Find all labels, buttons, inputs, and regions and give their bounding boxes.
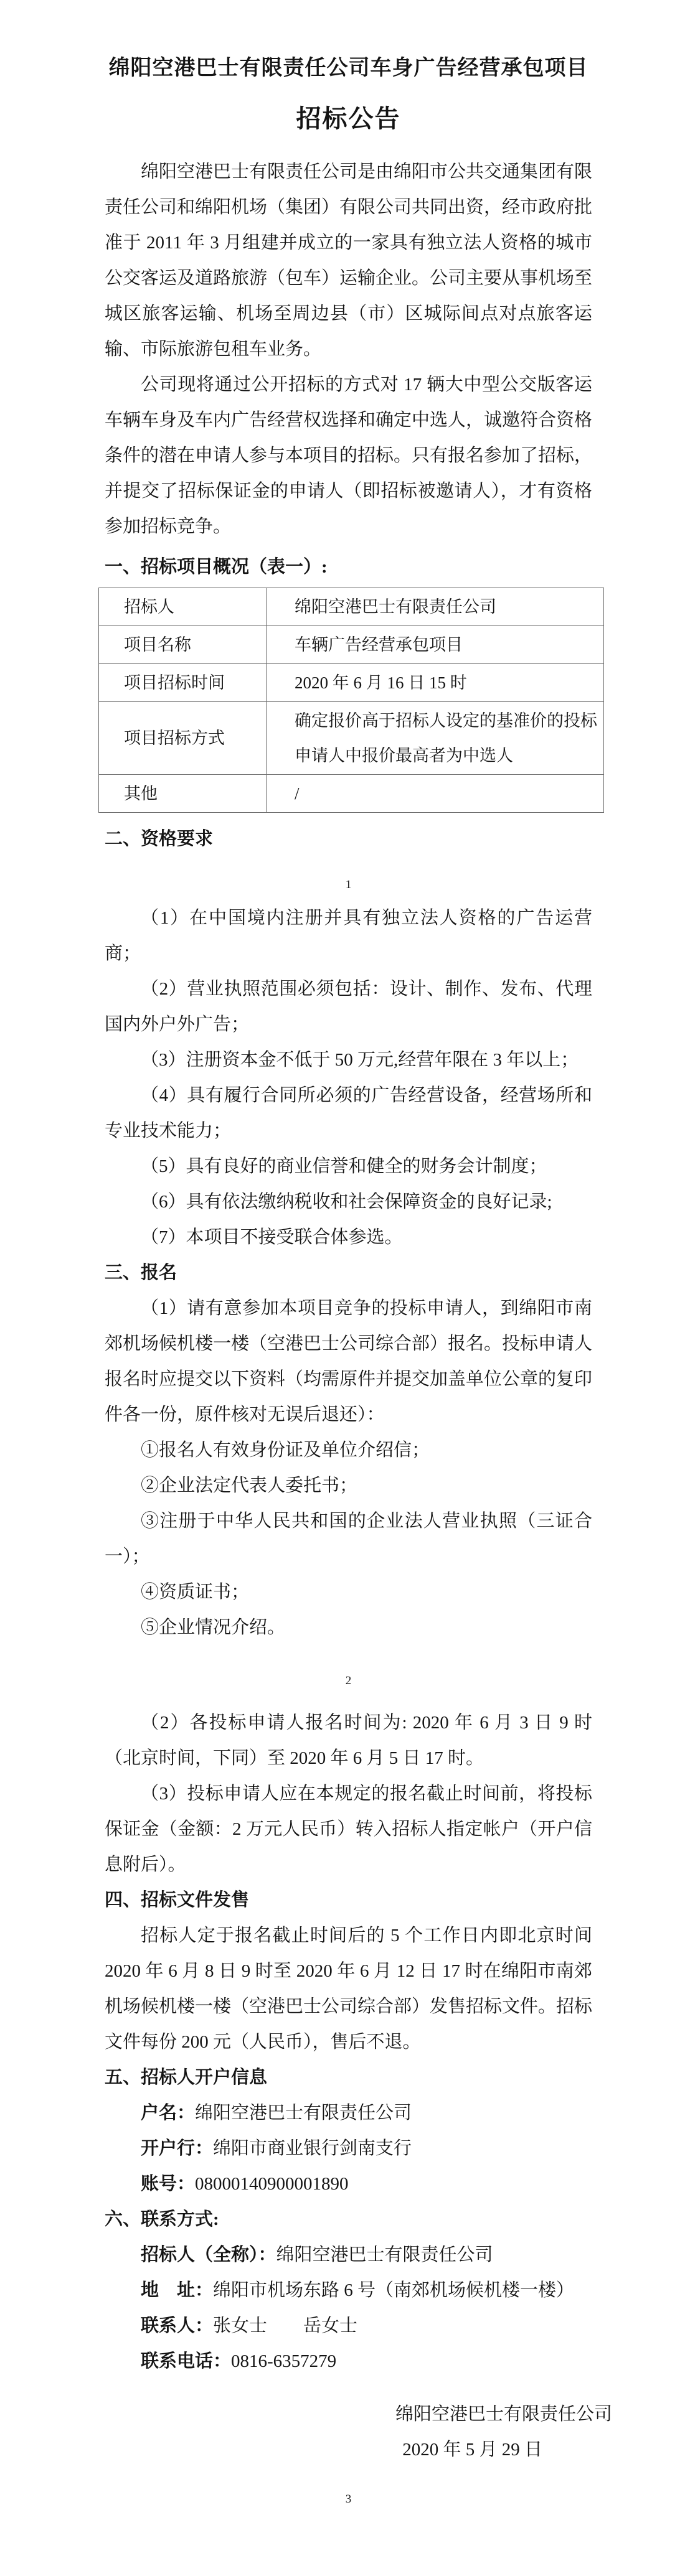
material-item: ②企业法定代表人委托书； [141, 1476, 358, 1496]
field-label: 地 址： [141, 2280, 214, 2300]
field-label: 联系电话： [141, 2351, 232, 2371]
row-label: 项目招标方式 [99, 702, 267, 775]
qualification-item: （3）注册资本金不低于 50 万元,经营年限在 3 年以上； [141, 1050, 579, 1070]
table-row [99, 702, 604, 775]
contact-field [105, 2308, 592, 2344]
field-value: 张女士 岳女士 [213, 2316, 358, 2336]
field-label: 户名： [141, 2103, 196, 2123]
qualification-item: （1）在中国境内注册并具有独立法人资格的广告运营商； [105, 908, 592, 963]
field-value: 绵阳空港巴士有限责任公司 [276, 2245, 493, 2265]
material-item: ④资质证书； [141, 1582, 250, 1602]
registration-paragraph: （3）投标申请人应在本规定的报名截止时间前，将投标保证金（金额：2 万元人民币）转入招标人指定帐户（开户信息附后）。 [105, 1784, 592, 1875]
section-2-heading: 二、资格要求 [105, 829, 214, 849]
row-label: 项目名称 [99, 626, 267, 664]
field-label: 账号： [141, 2174, 196, 2194]
contact-field [105, 2273, 592, 2308]
row-value: / [267, 775, 604, 813]
row-value: 确定报价高于招标人设定的基准价的投标申请人中报价最高者为中选人 [267, 702, 604, 775]
qualification-item: （6）具有依法缴纳税收和社会保障资金的良好记录; [141, 1192, 552, 1212]
intro-paragraph: 绵阳空港巴士有限责任公司是由绵阳市公共交通集团有限责任公司和绵阳机场（集团）有限公司共同出资，经市政府批准于 2011 年 3 月组建并成立的一家具有独立法人资格的城市公交客运及道路旅游（包车）运输企业。公司主要从事机场至城区旅客运输、机场至周边县（市）区城际间点对点旅客运输、市际旅游包租车业务。 [105, 162, 593, 359]
page-number: 1 [345, 878, 352, 891]
document-body [105, 154, 612, 2506]
field-value: 0816-6357279 [231, 2351, 337, 2371]
table-row [99, 775, 604, 813]
qualification-item: （4）具有履行合同所必须的广告经营设备，经营场所和专业技术能力； [105, 1085, 592, 1141]
section-3-heading: 三、报名 [105, 1263, 177, 1283]
section-5-heading: 五、招标人开户信息 [105, 2068, 268, 2087]
field-label: 开户行： [141, 2138, 214, 2158]
account-field [105, 2096, 592, 2131]
field-value: 08000140900001890 [195, 2174, 349, 2194]
document-title: 绵阳空港巴士有限责任公司车身广告经营承包项目 [108, 57, 588, 80]
row-label: 招标人 [99, 588, 267, 626]
page-number: 3 [345, 2493, 352, 2506]
material-item: ③注册于中华人民共和国的企业法人营业执照（三证合一）； [105, 1511, 592, 1567]
project-overview-table [98, 588, 604, 813]
field-value: 绵阳市机场东路 6 号（南郊机场候机楼一楼） [213, 2280, 575, 2300]
document-sale-paragraph: 招标人定于报名截止时间后的 5 个工作日内即北京时间 2020 年 6 月 8 日 9 时至 2020 年 6 月 12 日 17 时在绵阳市南郊机场候机楼一楼（空港巴士公司综合部）发售招标文件。招标文件每份 200 元（人民币），售后不退。 [105, 1926, 593, 2052]
field-label: 招标人（全称）： [141, 2245, 276, 2265]
table-row [99, 626, 604, 664]
qualification-item: （7）本项目不接受联合体参选。 [141, 1227, 403, 1247]
registration-paragraph: （2）各投标申请人报名时间为: 2020 年 6 月 3 日 9 时（北京时间，下同）至 2020 年 6 月 5 日 17 时。 [105, 1713, 592, 1768]
row-value: 2020 年 6 月 16 日 15 时 [267, 664, 604, 702]
field-value: 绵阳市商业银行剑南支行 [213, 2138, 412, 2158]
account-field [105, 2166, 592, 2202]
field-label: 联系人： [141, 2316, 214, 2336]
document-subtitle: 招标公告 [296, 105, 401, 133]
qualification-item: （5）具有良好的商业信誉和健全的财务会计制度； [141, 1156, 547, 1176]
account-field [105, 2131, 592, 2166]
section-6-heading: 六、联系方式: [105, 2209, 219, 2229]
field-value: 绵阳空港巴士有限责任公司 [195, 2103, 412, 2123]
table-row [99, 664, 604, 702]
row-value: 车辆广告经营承包项目 [267, 626, 604, 664]
qualification-item: （2）营业执照范围必须包括：设计、制作、发布、代理国内外户外广告； [105, 979, 592, 1034]
section-4-heading: 四、招标文件发售 [105, 1890, 250, 1910]
material-item: ①报名人有效身份证及单位介绍信； [141, 1440, 430, 1460]
contact-field [105, 2344, 592, 2379]
material-item: ⑤企业情况介绍。 [141, 1618, 286, 1637]
row-label: 项目招标时间 [99, 664, 267, 702]
table-row [99, 588, 604, 626]
row-value: 绵阳空港巴士有限责任公司 [267, 588, 604, 626]
registration-paragraph: （1）请有意参加本项目竞争的投标申请人，到绵阳市南郊机场候机楼一楼（空港巴士公司综合部）报名。投标申请人报名时应提交以下资料（均需原件并提交加盖单位公章的复印件各一份，原件核对无误后退还）： [105, 1298, 593, 1425]
intro-paragraph: 公司现将通过公开招标的方式对 17 辆大中型公交版客运车辆车身及车内广告经营权选择和确定中选人，诚邀符合资格条件的潜在申请人参与本项目的招标。只有报名参加了招标，并提交了招标保证金的申请人（即招标被邀请人），才有资格参加招标竞争。 [105, 375, 593, 536]
contact-field [105, 2237, 592, 2273]
row-label: 其他 [99, 775, 267, 813]
section-1-heading: 一、招标项目概况（表一）: [105, 557, 328, 577]
signature-company: 绵阳空港巴士有限责任公司 [395, 2404, 612, 2424]
page-number: 2 [345, 1674, 352, 1687]
signature-date: 2020 年 5 月 29 日 [402, 2440, 542, 2460]
